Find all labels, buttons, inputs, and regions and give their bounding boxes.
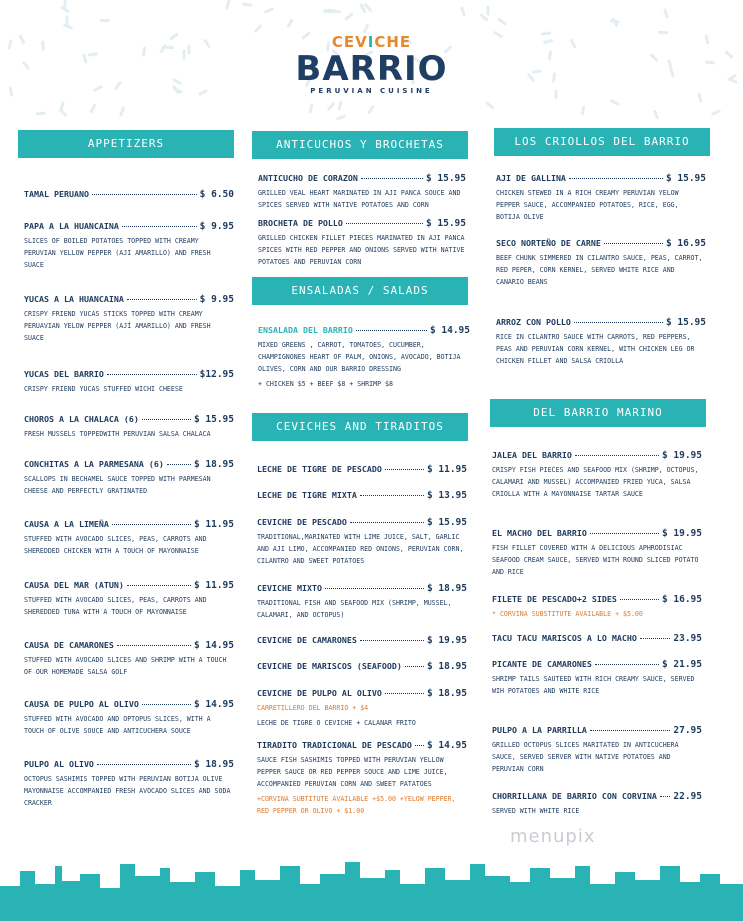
confetti-piece [336,114,346,120]
menu-item-name: JALEA DEL BARRIO [492,450,572,460]
menu-item-price: $ 16.95 [661,594,702,605]
menu-item-name: ARROZ CON POLLO [496,317,571,327]
menu-item-name: AJI DE GALLINA [496,173,566,183]
menu-item [24,640,234,678]
menu-item-price: $ 21.95 [661,659,702,670]
menu-item-name: PAPA A LA HUANCAINA [24,221,119,231]
confetti-piece [58,108,67,117]
menu-item [258,325,470,390]
menu-item-row [24,640,234,651]
dot-leader [350,522,424,523]
confetti-piece [485,101,495,110]
menu-item-name: LECHE DE TIGRE MIXTA [257,490,357,500]
menu-item [24,189,234,200]
menu-item [24,369,234,395]
menu-item-description: TRADITIONAL,MARINATED WITH LIME JUICE, SALT, GARLIC AND AJI LIMO, ACCOMPANIED RED ONIONS, PERUVIAN CORN, CILANTRO AND SWEET POTATOES [257,533,464,565]
menu-item [257,740,467,817]
menu-item-name: PULPO A LA PARRILLA [492,725,587,735]
dot-leader [405,666,424,667]
menu-item [496,317,706,367]
dot-leader [360,495,424,496]
dot-leader [574,322,663,323]
dot-leader [117,645,191,646]
menu-item-price: $ 6.50 [199,189,234,200]
menu-item [492,791,702,817]
menu-item-row [24,580,234,591]
menu-item-row [258,325,470,336]
banner-ceviches: CEVICHES AND TIRADITOS [252,413,468,441]
menu-item-description: CHICKEN STEWED IN A RICH CREAMY PERUVIAN YELOW PEPPER SAUCE, ACCOMPANIED POTATOES, RICE, EGG, BOTIJA OLIVE [496,189,679,221]
menu-item-row [496,173,706,184]
watermark-text: menupix [510,826,596,847]
menu-item [492,528,702,578]
menu-item-description: SHRIMP TAILS SAUTEED WITH RICH CREAMY SAUCE, SERVED WIH POTATOES AND WHITE RICE [492,675,695,695]
menu-item-name: CONCHITAS A LA PARMESANA (6) [24,459,164,469]
city-skyline-decoration [0,846,743,921]
dot-leader [142,704,191,705]
dot-leader [640,638,671,639]
menu-item-price: $ 18.95 [426,583,467,594]
confetti-piece [367,104,375,114]
menu-item-description: SERVED WITH WHITE RICE [492,807,580,815]
restaurant-logo [0,33,743,95]
dot-leader [575,455,659,456]
menu-item-name: PULPO AL OLIVO [24,759,94,769]
confetti-piece [581,105,585,115]
dot-leader [569,178,663,179]
menu-item-row [492,659,702,670]
menu-item [492,450,702,500]
menu-item-row [24,221,234,232]
menu-item [24,221,234,271]
dot-leader [127,585,191,586]
menu-item [257,490,467,501]
menu-item-description: STUFFED WITH AVOCADO SLICES, PEAS, CARROTS AND SHEREDDED TUNA WITH A TOUCH OF MAYONNAISE [24,596,207,616]
menu-item [24,759,234,809]
confetti-piece [497,17,507,25]
menu-item-name: YUCAS A LA HUANCAINA [24,294,124,304]
menu-item-row [492,633,702,644]
menu-item-description: STUFFED WITH AVOCADO AND OPTOPUS SLICES, WITH A TOUCH OF OLIVE SOUCE AND ANTICUCHERA SOUCE [24,715,211,735]
menu-item-row [24,189,234,200]
menu-item-price: $ 14.95 [426,740,467,751]
menu-item-row [24,369,234,380]
dot-leader [620,599,659,600]
menu-item-row [24,759,234,770]
menu-item-row [492,791,702,802]
menu-item-row [257,661,467,672]
banner-appetizers: APPETIZERS [18,130,234,158]
menu-item-price: $ 19.95 [661,528,702,539]
menu-item [257,583,467,621]
menu-item [24,459,234,497]
menu-item-description: CRISPY FRIEND YUCAS STUFFED WICHI CHEESE [24,385,183,393]
menu-item-row [496,238,706,249]
menu-item-price: $ 14.95 [193,640,234,651]
confetti-piece [254,24,263,34]
confetti-piece [63,23,73,30]
menu-item-description: MIXED GREENS , CARROT, TOMATOES, CUCUMBER, CHAMPIGNONES HEART OF PALM, ONIONS, AVOCADO, BOTIJA OLIVES, CORN AND OUR BARRIO DRESSING [258,341,461,373]
menu-item-name: CHORRILLANA DE BARRIO CON CORVINA [492,791,657,801]
menu-item-price: $ 13.95 [426,490,467,501]
dot-leader [92,194,197,195]
dot-leader [590,730,670,731]
menu-item-name: CEVICHE DE PULPO AL OLIVO [257,688,382,698]
menu-item-name: CEVICHE DE CAMARONES [257,635,357,645]
menu-item-description: FRESH MUSSELS TOPPEDWITH PERUVIAN SALSA CHALACA [24,430,211,438]
dot-leader [360,640,424,641]
menu-item [258,218,466,268]
menu-item [492,725,702,775]
menu-item-description: STUFFED WITH AVOCADO SLICES AND SHRIMP WITH A TOUCH OF OUR HOMEMADE SALSA GOLF [24,656,227,676]
confetti-piece [286,18,293,28]
menu-item-row [258,218,466,229]
menu-item-price: 23.95 [673,633,702,644]
menu-item-addon: +CORVINA SUBTITUTE AVAILABLE +$5.00 +YELOW PEPPER, RED PEPPER OR OLIVO + $1.00 [257,795,456,815]
menu-item-addon: * CORVINA SUBSTITUTE AVAILABLE + $5.00 [492,610,643,618]
menu-item-price: $ 19.95 [426,635,467,646]
menu-item-name: TACU TACU MARISCOS A LO MACHO [492,633,637,643]
dot-leader [385,693,424,694]
menu-item-price: $12.95 [199,369,234,380]
menu-item-name: YUCAS DEL BARRIO [24,369,104,379]
menu-item-name: CEVICHE DE MARISCOS (SEAFOOD) [257,661,402,671]
menu-item [492,633,702,644]
menu-item-name: TAMAL PERUANO [24,189,89,199]
menu-item-price: $ 19.95 [661,450,702,461]
menu-item-row [257,740,467,751]
menu-item-row [257,688,467,699]
menu-item-name: PICANTE DE CAMARONES [492,659,592,669]
menu-item-price: $ 15.95 [193,414,234,425]
menu-item-name: EL MACHO DEL BARRIO [492,528,587,538]
banner-anticuchos: ANTICUCHOS Y BROCHETAS [252,131,468,159]
menu-item [24,414,234,440]
confetti-piece [36,111,46,115]
menu-item-price: $ 18.95 [193,459,234,470]
menu-item-price: $ 15.95 [425,218,466,229]
menu-item-price: $ 14.95 [193,699,234,710]
menu-item-description: SAUCE FISH SASHIMIS TOPPED WITH PERUVIAN YELLOW PEPPER SAUCE OR RED PEPPER SOUCE AND LIME JUICE, ACCOMPANIED PERUVIAN CORN AND SWEET PATATOES [257,756,448,788]
confetti-piece [663,8,669,18]
dot-leader [660,796,671,797]
menu-item [492,659,702,697]
menu-item-price: 27.95 [673,725,702,736]
menu-item-name: ENSALADA DEL BARRIO [258,325,353,335]
confetti-piece [225,0,231,10]
menu-item-row [257,490,467,501]
menu-item-price: $ 15.95 [665,173,706,184]
banner-ensaladas: ENSALADAS / SALADS [252,277,468,305]
menu-item-price: $ 14.95 [429,325,470,336]
menu-item-row [496,317,706,328]
confetti-piece [327,102,336,112]
menu-item-description: FISH FILLET COVERED WITH A DELICIOUS APHRODISIAC SEAFOOD CREAM SAUCE, SERVED WITH ROUND SLICED POTATO AND RICE [492,544,699,576]
menu-item-name: CEVICHE DE PESCADO [257,517,347,527]
dot-leader [325,588,424,589]
menu-item-price: $ 15.95 [426,517,467,528]
menu-item-row [492,450,702,461]
dot-leader [127,299,197,300]
dot-leader [107,374,197,375]
menu-item-description: SLICES OF BOILED POTATOES TOPPED WITH CREAMY PERUVIAN YELLOW PEPPER (AJI AMARILLO) AND FRESH SUACE [24,237,211,269]
confetti-piece [264,7,274,14]
dot-leader [167,464,191,465]
logo-subtitle: PERUVIAN CUISINE [310,87,433,95]
menu-item-name: CAUSA DEL MAR (ATUN) [24,580,124,590]
menu-item-row [24,519,234,530]
menu-item-row [24,699,234,710]
banner-criollos: LOS CRIOLLOS DEL BARRIO [494,128,710,156]
dot-leader [356,330,427,331]
logo-ceviche-text: CEVICHE [331,33,412,51]
menu-item-row [257,583,467,594]
confetti-piece [119,106,125,116]
dot-leader [595,664,659,665]
menu-item [257,464,467,475]
menu-item-price: $ 9.95 [199,294,234,305]
menu-item-description: SCALLOPS IN BECHAMEL SAUCE TOPPED WITH PARMESAN CHEESE AND PERFECTLY GRATINATED [24,475,211,495]
confetti-piece [344,12,354,21]
menu-item-row [492,725,702,736]
dot-leader [361,178,423,179]
menu-item-price: $ 18.95 [193,759,234,770]
confetti-piece [100,19,110,22]
menu-item [24,294,234,344]
menu-item-price: $ 11.95 [426,464,467,475]
menu-item-price: $ 9.95 [199,221,234,232]
menu-item-name: BROCHETA DE POLLO [258,218,343,228]
menu-item [492,594,702,620]
menu-item [496,173,706,223]
dot-leader [590,533,659,534]
menu-item-row [24,459,234,470]
menu-item-price: 22.95 [673,791,702,802]
menu-item-name: SECO NORTEÑO DE CARNE [496,238,601,248]
dot-leader [142,419,191,420]
menu-item-description: STUFFED WITH AVOCADO SLICES, PEAS, CARROTS AND SHEREDDED CHICKEN WITH A TOUCH OF MAYONNAISE [24,535,207,555]
confetti-piece [711,109,721,116]
menu-item-price: $ 16.95 [665,238,706,249]
dot-leader [346,223,423,224]
menu-item-name: LECHE DE TIGRE DE PESCADO [257,464,382,474]
logo-barrio-text: BARRIO [295,49,448,89]
menu-item [24,519,234,557]
menu-item-name: TIRADITO TRADICIONAL DE PESCADO [257,740,412,750]
menu-item-price: $ 15.95 [425,173,466,184]
menu-item-name: CEVICHE MIXTO [257,583,322,593]
menu-item [24,699,234,737]
menu-item-description: RICE IN CILANTRO SAUCE WITH CARROTS, RED PEPPERS, PEAS AND PERUVIAN CORN KERNEL, WITH CHICKEN LEG OR CHICKEN FILLET AND SALSA CRIOLLA [496,333,695,365]
dot-leader [97,764,191,765]
menu-item-name: CAUSA A LA LIMEÑA [24,519,109,529]
confetti-piece [610,99,620,106]
menu-item-row [24,294,234,305]
menu-item-name: CHOROS A LA CHALACA (6) [24,414,139,424]
menu-item-price: $ 18.95 [426,661,467,672]
menu-item-description: + CHICKEN $5 + BEEF $8 + SHRIMP $8 [258,380,393,388]
menu-item-addon: CARRETILLERO DEL BARRIO + $4 [257,704,369,712]
menu-item-name: ANTICUCHO DE CORAZON [258,173,358,183]
confetti-piece [486,5,489,15]
menu-item-description: GRILLED CHICKEN FILLET PIECES MARINATED IN AJI PANCA SPICES WITH RED PEPPER AND ONIONS SERVED WITH NATIVE POTATOES AND PERUVIAN CORN [258,234,465,266]
menu-item-description: CRISPY FISH PIECES AND SEAFOOD MIX (SHRIMP, OCTOPUS, CALAMARI AND MUSSEL) ACCOMPANIED FRIED YUCA, SALSA CRIOLLA WITH A MAYONNAISE TARTAR SAUCE [492,466,699,498]
menu-item-row [492,594,702,605]
confetti-piece [242,2,252,7]
confetti-piece [89,103,96,113]
menu-item [257,517,467,567]
menu-item [257,688,467,729]
menu-item-description: LECHE DE TIGRE O CEVICHE + CALANAR FRITO [257,719,416,727]
dot-leader [604,243,663,244]
menu-item [258,173,466,211]
menu-item-name: CAUSA DE PULPO AL OLIVO [24,699,139,709]
confetti-piece [308,103,313,113]
menu-item-description: BEEF CHUNK SIMMERED IN CILANTRO SAUCE, PEAS, CARROT, RED PEPER, CORN KERNEL, SERVED WHITE RICE AND CANARIO BEANS [496,254,703,286]
confetti-piece [653,109,660,119]
menu-item [257,635,467,646]
dot-leader [415,745,424,746]
dot-leader [385,469,424,470]
menu-item-price: $ 11.95 [193,580,234,591]
menu-item-row [258,173,466,184]
menu-item-description: GRILLED OCTOPUS SLICES MARITATED IN ANTICUCHERA SAUCE, SERVED SERVER WITH NATIVE POTATOES AND PERUVIAN CORN [492,741,679,773]
menu-item [496,238,706,288]
menu-item-price: $ 18.95 [426,688,467,699]
dot-leader [112,524,191,525]
menu-item-row [257,635,467,646]
confetti-piece [460,6,466,16]
menu-item-row [24,414,234,425]
menu-item-row [257,517,467,528]
menu-item-name: CAUSA DE CAMARONES [24,640,114,650]
menu-item [24,580,234,618]
menu-item-description: OCTOPUS SASHIMIS TOPPED WITH PERUVIAN BOTIJA OLIVE MAYONNAISE ACCOMPANIED FRESH AVOCADO SLICES AND SODA CRACKER [24,775,231,807]
menu-item-description: TRADITIONAL FISH AND SEAFOOD MIX (SHRIMP, MUSSEL, CALAMARI, AND OCTOPUS) [257,599,452,619]
banner-marino: DEL BARRIO MARINO [490,399,706,427]
menu-item [257,661,467,672]
menu-item-price: $ 11.95 [193,519,234,530]
menu-item-name: FILETE DE PESCADO+2 SIDES [492,594,617,604]
menu-item-row [492,528,702,539]
dot-leader [122,226,197,227]
confetti-piece [337,100,342,110]
menu-item-description: GRILLED VEAL HEART MARINATED IN AJI PANCA SOUCE AND SPICES SERVED WITH NATIVE POTATOES AND CORN [258,189,461,209]
menu-item-description: CRISPY FRIEND YUCAS STICKS TOPPED WITH CREAMY PERUAVIAN YELOW PEPPER (AJÍ AMARILLO) AND FRESH SUACE [24,310,211,342]
menu-item-row [257,464,467,475]
menu-item-price: $ 15.95 [665,317,706,328]
